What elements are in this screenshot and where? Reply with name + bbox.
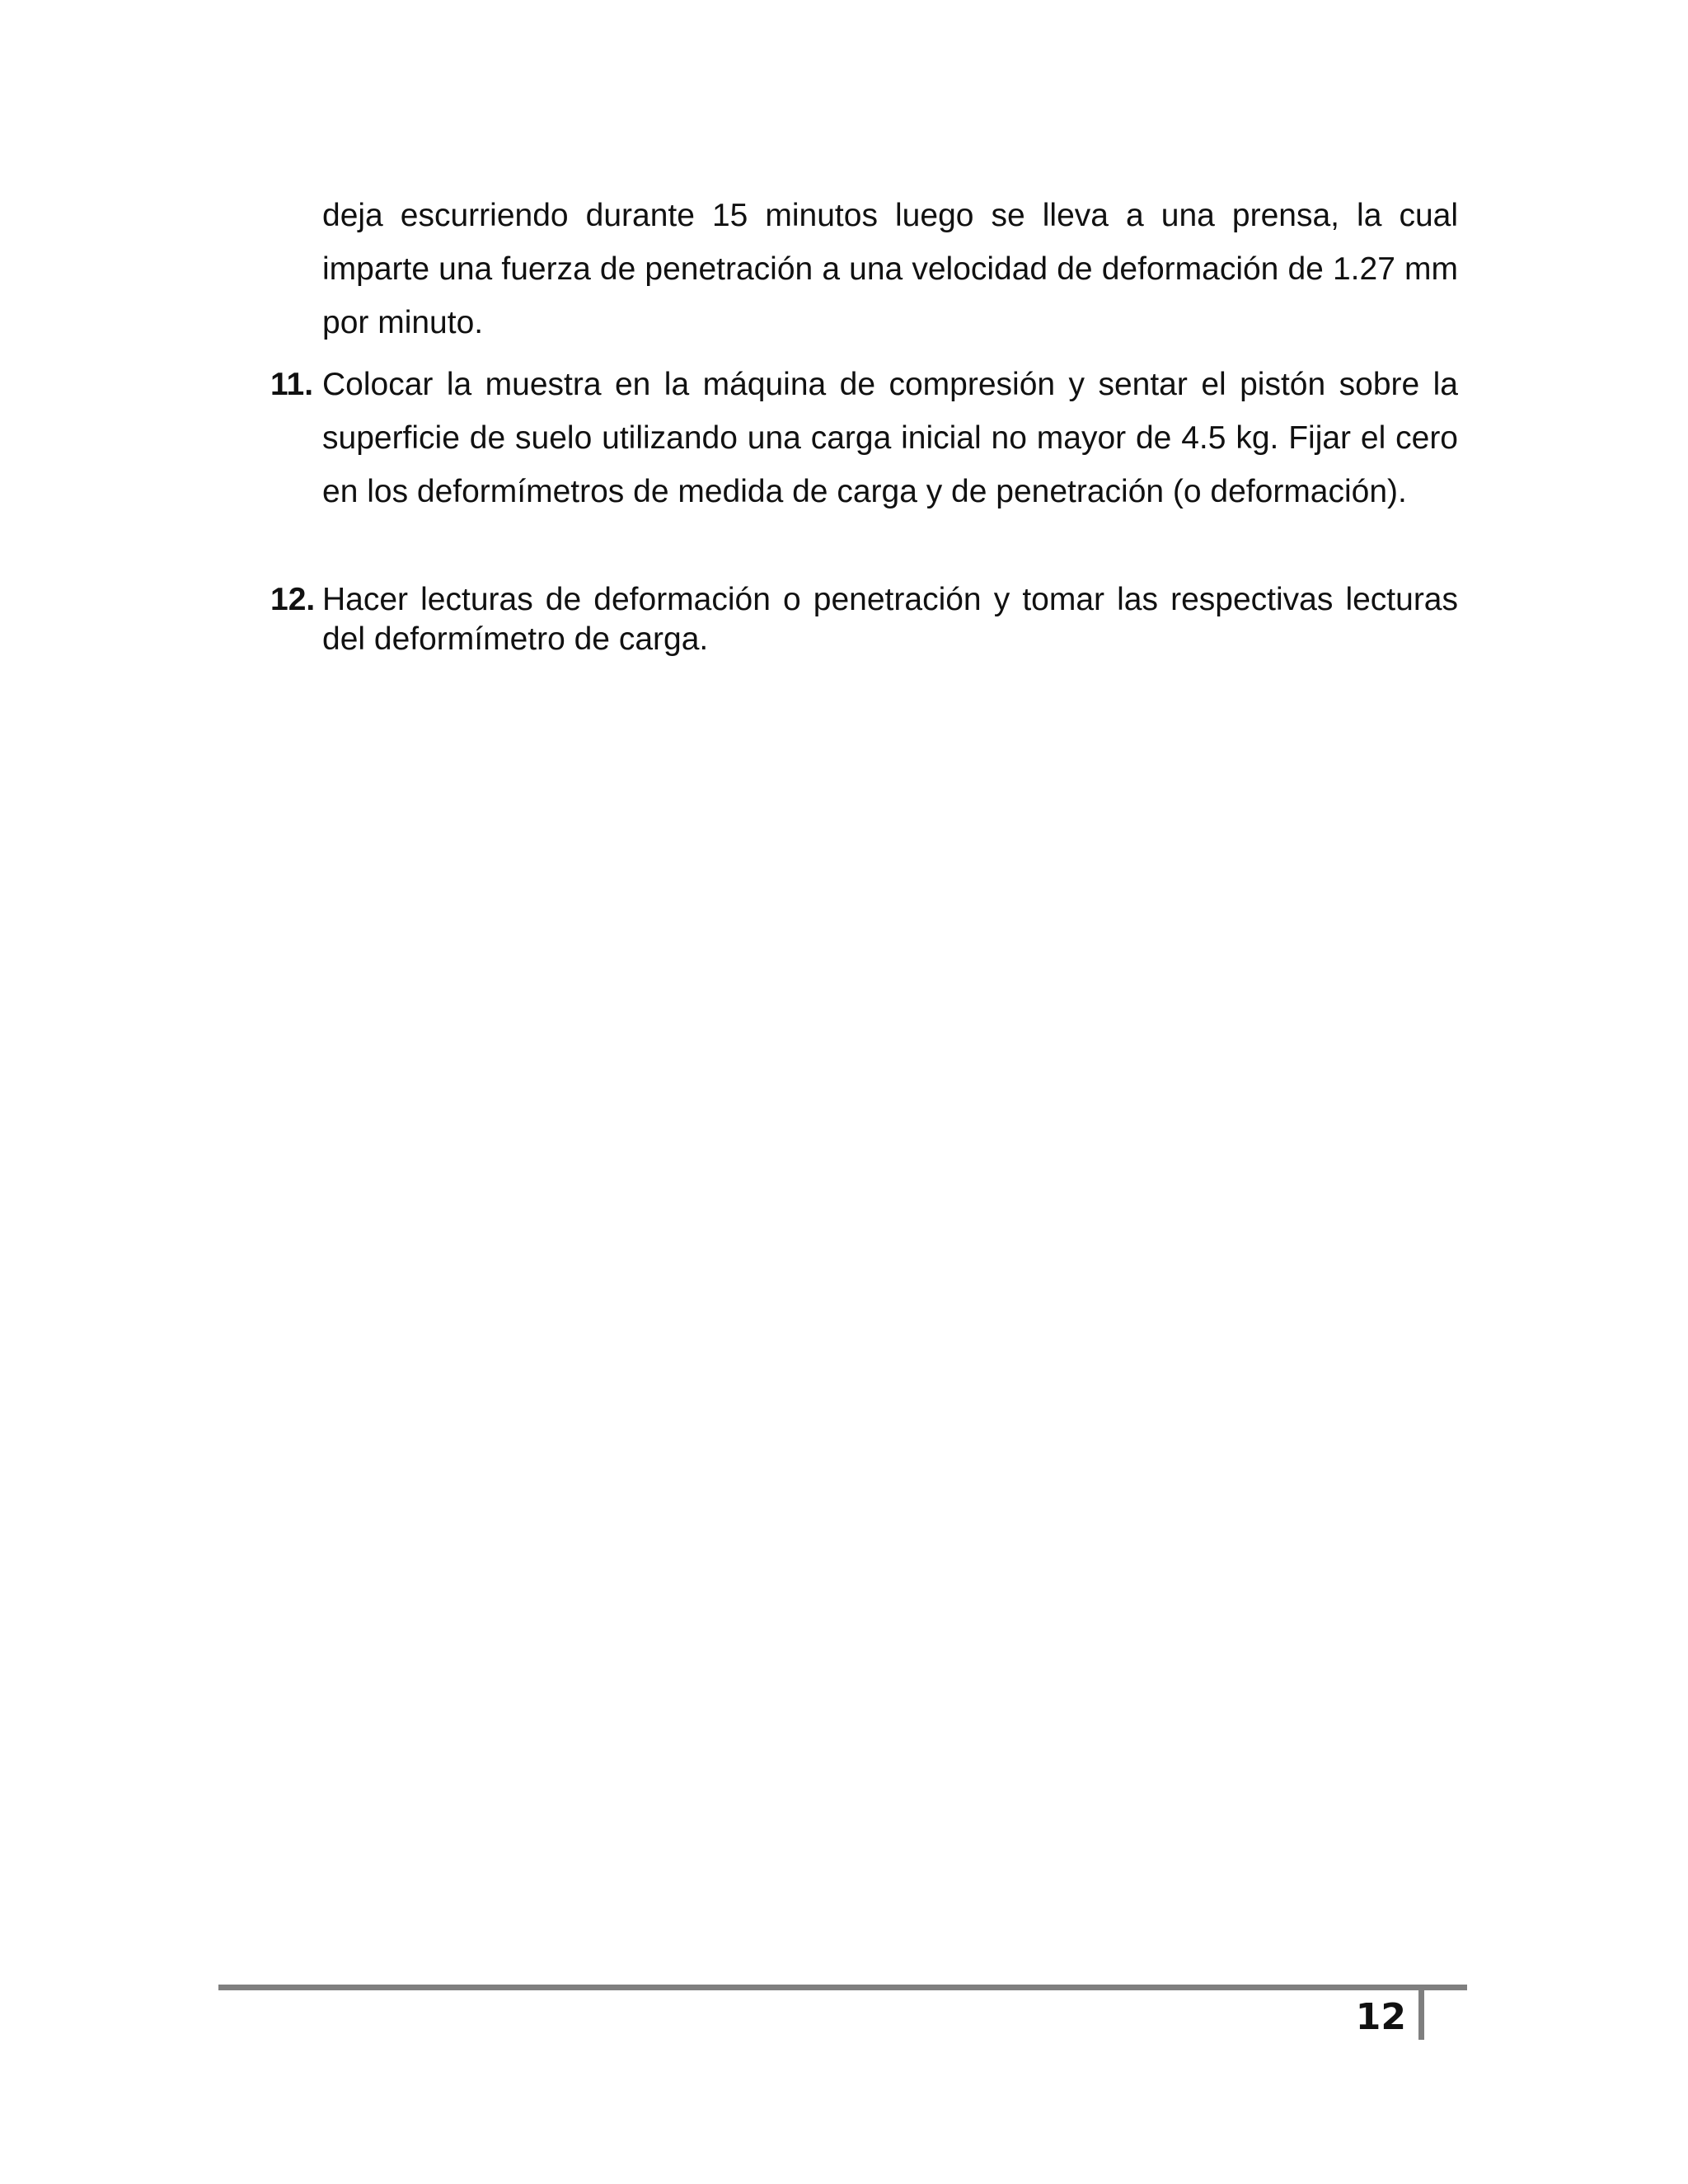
continuation-paragraph: deja escurriendo durante 15 minutos luego se lleva a una prensa, la cual imparte una fuerza de penetración a una velocidad de deformación de 1.27 mm por minuto.	[322, 198, 1458, 340]
list-item-text: Hacer lecturas de deformación o penetración y tomar las respectivas lecturas del deformímetro de carga.	[322, 582, 1458, 657]
list-item-11	[270, 358, 1458, 518]
footer-divider	[218, 1985, 1467, 1990]
list-item-number: 12.	[270, 582, 316, 617]
list-item-text: Colocar la muestra en la máquina de compresión y sentar el pistón sobre la superficie de suelo utilizando una carga inicial no mayor de 4.5 kg. Fijar el cero en los deformímetros de medida de carga y de penetración (o deformación).	[322, 367, 1458, 509]
list-item-number: 11.	[270, 367, 314, 402]
page-number-divider	[1418, 1986, 1424, 2040]
page-number: 12	[1355, 1996, 1406, 2038]
list-item-12	[270, 580, 1458, 659]
